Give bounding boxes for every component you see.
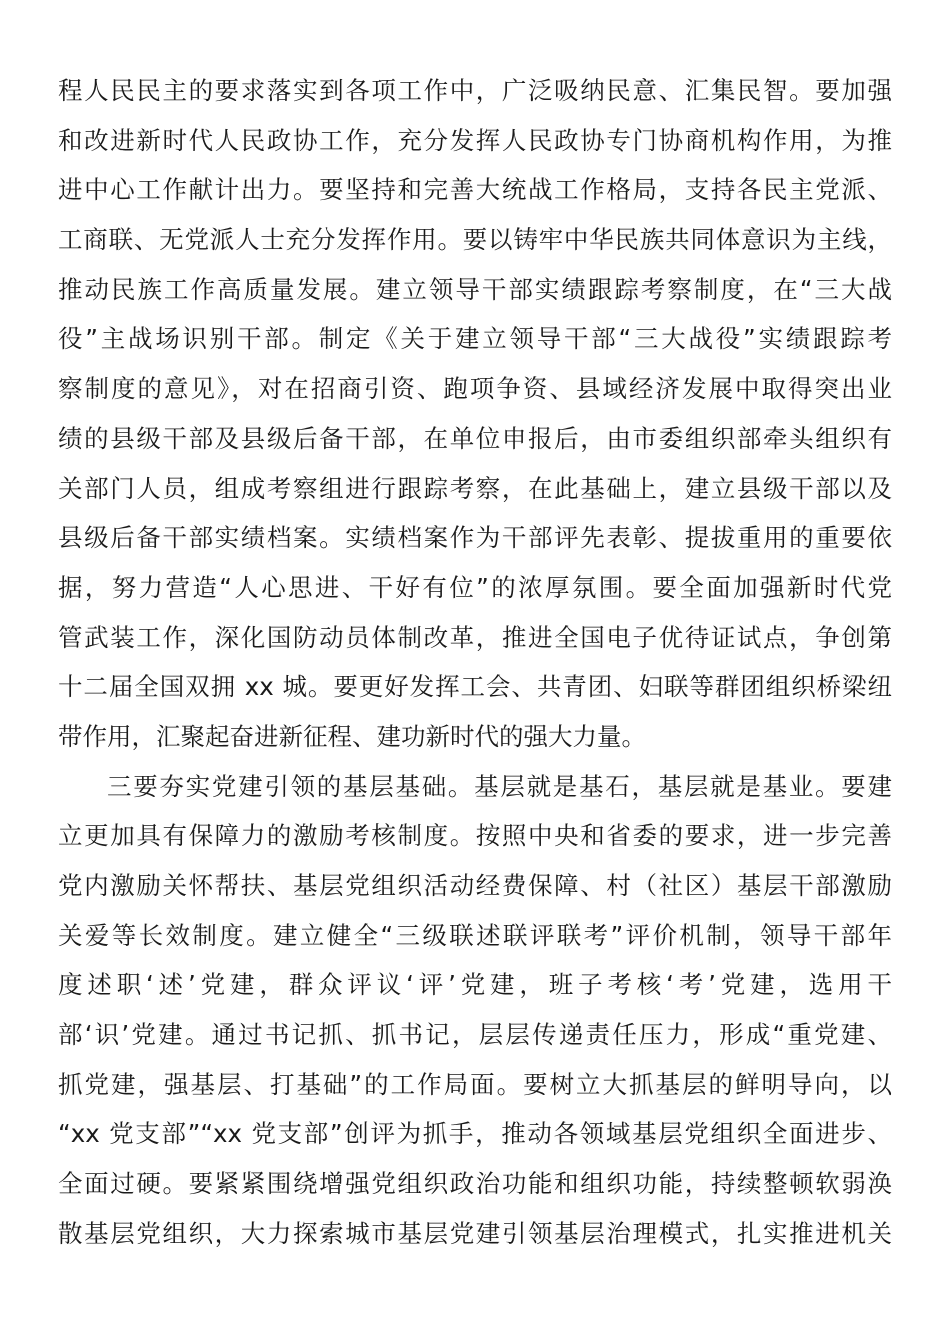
paragraph-line: 工商联、无党派人士充分发挥作用。要以铸牢中华民族共同体意识为主线， <box>58 225 892 255</box>
paragraph-line: 度述职‘述’党建，群众评议‘评’党建，班子考核‘考’党建，选用干 <box>58 970 892 1000</box>
paragraph-line: 察制度的意见》，对在招商引资、跑项争资、县域经济发展中取得突出业 <box>58 374 892 404</box>
paragraph-2 <box>58 762 892 1259</box>
paragraph-line: 绩的县级干部及县级后备干部，在单位申报后，由市委组织部牵头组织有 <box>58 423 892 453</box>
paragraph-line: 十二届全国双拥 xx 城。要更好发挥工会、共青团、妇联等群团组织桥梁纽 <box>58 672 892 702</box>
paragraph-line: 关爱等长效制度。建立健全“三级联述联评联考”评价机制，领导干部年 <box>58 920 892 950</box>
paragraph-line: 三要夯实党建引领的基层基础。基层就是基石，基层就是基业。要建 <box>107 771 892 801</box>
paragraph-line: 役”主战场识别干部。制定《关于建立领导干部“三大战役”实绩跟踪考 <box>58 324 892 354</box>
paragraph-line: 推动民族工作高质量发展。建立领导干部实绩跟踪考察制度，在“三大战 <box>58 274 892 304</box>
paragraph-line: 县级后备干部实绩档案。实绩档案作为干部评先表彰、提拔重用的重要依 <box>58 523 892 553</box>
paragraph-line: 抓党建，强基层、打基础”的工作局面。要树立大抓基层的鲜明导向，以 <box>58 1069 892 1099</box>
paragraph-line: 带作用，汇聚起奋进新征程、建功新时代的强大力量。 <box>58 721 646 751</box>
paragraph-line: 党内激励关怀帮扶、基层党组织活动经费保障、村（社区）基层干部激励 <box>58 871 892 900</box>
paragraph-line: 散基层党组织，大力探索城市基层党建引领基层治理模式，扎实推进机关 <box>58 1218 892 1248</box>
paragraph-line: 程人民民主的要求落实到各项工作中，广泛吸纳民意、汇集民智。要加强 <box>58 76 892 105</box>
paragraph-1 <box>58 66 892 762</box>
paragraph-line: “xx 党支部”“xx 党支部”创评为抓手，推动各领域基层党组织全面进步、 <box>58 1119 892 1149</box>
paragraph-line: 和改进新时代人民政协工作，充分发挥人民政协专门协商机构作用，为推 <box>58 125 892 155</box>
document-body <box>58 66 892 1259</box>
paragraph-line: 部‘识’党建。通过书记抓、抓书记，层层传递责任压力，形成“重党建、 <box>58 1020 892 1050</box>
paragraph-line: 关部门人员，组成考察组进行跟踪考察，在此基础上，建立县级干部以及 <box>58 473 892 503</box>
paragraph-line: 全面过硬。要紧紧围绕增强党组织政治功能和组织功能，持续整顿软弱涣 <box>58 1169 892 1199</box>
paragraph-line: 管武装工作，深化国防动员体制改革，推进全国电子优待证试点，争创第 <box>58 622 892 652</box>
paragraph-line: 立更加具有保障力的激励考核制度。按照中央和省委的要求，进一步完善 <box>58 821 892 851</box>
paragraph-line: 进中心工作献计出力。要坚持和完善大统战工作格局，支持各民主党派、 <box>58 175 892 205</box>
paragraph-line: 据，努力营造“人心思进、干好有位”的浓厚氛围。要全面加强新时代党 <box>58 572 892 602</box>
